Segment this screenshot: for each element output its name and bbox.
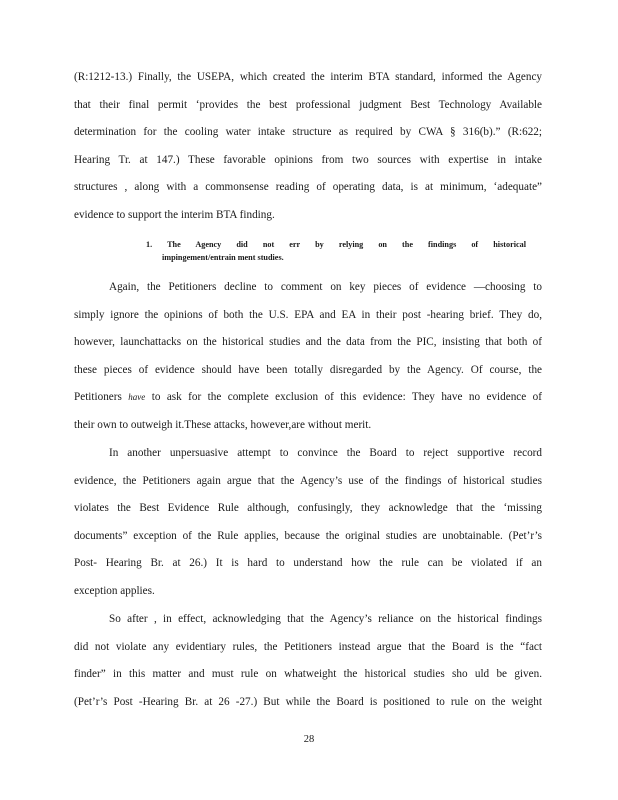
text-line-italic: Petitioners have to ask for the complete exclusion of this evidence: They have no evidence of bbox=[74, 391, 542, 404]
paragraph-petitioners-decline bbox=[74, 274, 542, 440]
page-number: 28 bbox=[303, 734, 315, 745]
text-line: did not violate any evidentiary rules, the Petitioners instead argue that the Board is the “fact bbox=[74, 640, 542, 653]
text-line: determination for the cooling water intake structure as required by CWA § 316(b).” (R:622; bbox=[74, 126, 542, 139]
text-line: that their final permit ‘provides the best professional judgment Best Technology Available bbox=[74, 98, 542, 111]
text-line: their own to outweigh it.These attacks, however,are without merit. bbox=[74, 418, 372, 431]
text-line: evidence, the Petitioners again argue that the Agency’s use of the findings of historical studies bbox=[74, 474, 542, 487]
text-line: So after , in effect, acknowledging that the Agency’s reliance on the historical findings bbox=[109, 613, 542, 625]
paragraph-bta-finding bbox=[74, 64, 542, 230]
text-line: (R:1212-13.) Finally, the USEPA, which created the interim BTA standard, informed the Agency bbox=[74, 71, 542, 83]
text-line: finder” in this matter and must rule on whatweight the historical studies sho uld be given. bbox=[74, 668, 542, 681]
paragraph-best-evidence-rule bbox=[74, 440, 542, 606]
text-line: violates the Best Evidence Rule although, confusingly, they acknowledge that the ‘missing bbox=[74, 502, 542, 515]
emphasized-word: have bbox=[128, 392, 146, 403]
text-line: exception applies. bbox=[74, 584, 155, 597]
text-line: however, launchattacks on the historical studies and the data from the PIC, insisting that both of bbox=[74, 336, 542, 349]
text-line: structures , along with a commonsense reading of operating data, is at minimum, ‘adequate” bbox=[74, 181, 542, 194]
text-line: Again, the Petitioners decline to comment on key pieces of evidence —choosing to bbox=[109, 281, 542, 293]
text-line: simply ignore the opinions of both the U.S. EPA and EA in their post -hearing brief. They do, bbox=[74, 308, 542, 321]
text-line: Hearing Tr. at 147.) These favorable opinions from two sources with expertise in intake bbox=[74, 153, 542, 166]
text-line: Post- Hearing Br. at 26.) It is hard to understand how the rule can be violated if an bbox=[74, 557, 542, 570]
section-heading bbox=[146, 238, 526, 264]
text-line: In another unpersuasive attempt to convince the Board to reject supportive record bbox=[109, 447, 542, 459]
text-line: evidence to support the interim BTA finding. bbox=[74, 208, 275, 221]
heading-line: impingement/entrain ment studies. bbox=[162, 253, 284, 262]
text-line: (Pet’r’s Post -Hearing Br. at 26 -27.) But while the Board is positioned to rule on the weight bbox=[74, 695, 542, 708]
text-line: these pieces of evidence should have been totally disregarded by the Agency. Of course, the bbox=[74, 363, 542, 376]
paragraph-fact-finder bbox=[74, 606, 542, 716]
text-line: documents” exception of the Rule applies, because the original studies are unobtainable. (Pet’r’s bbox=[74, 529, 542, 542]
heading-line: 1. The Agency did not err by relying on the findings of historical bbox=[146, 240, 526, 249]
